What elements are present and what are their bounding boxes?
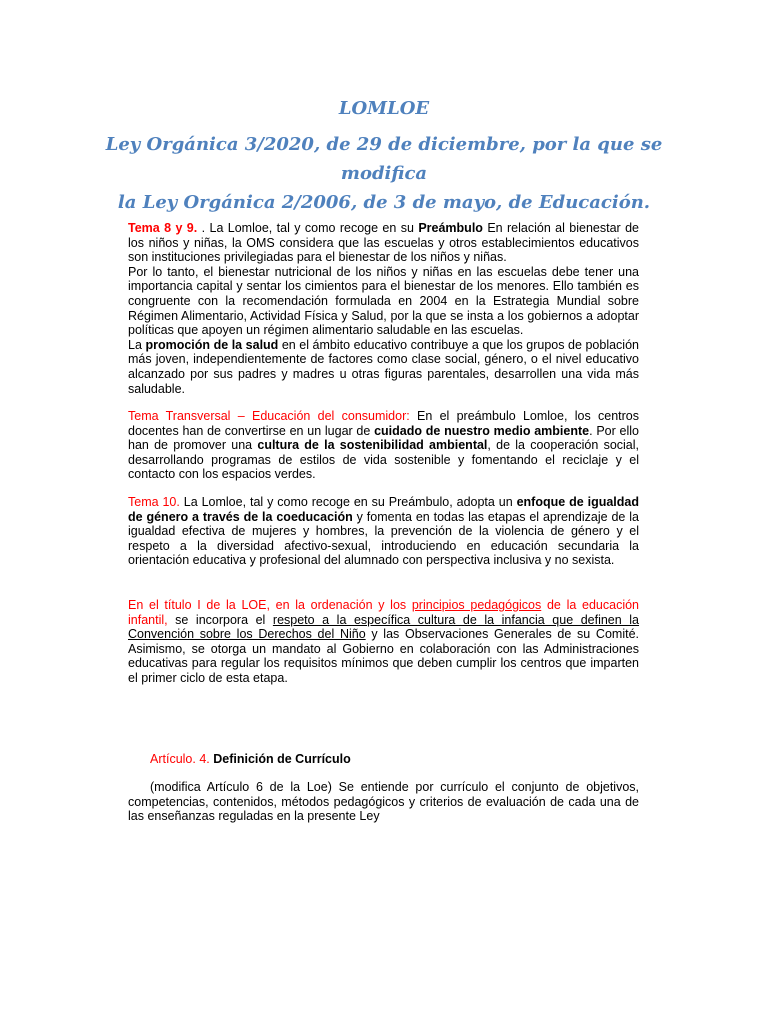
paragraph-tema-8-9 [128,221,639,396]
paragraph-text: . La Lomloe, tal y como recoge en su [197,221,419,235]
paragraph-text: La Lomloe, tal y como recoge en su Preámbulo, adopta un [179,495,517,509]
subtitle-line-2: la Ley Orgánica 2/2006, de 3 de mayo, de Educación. [117,192,651,213]
paragraph-titulo-i [128,598,639,686]
document-title: LOMLOE [338,98,430,119]
paragraph-text: en el ámbito educativo contribuye a que los grupos de población más joven, independientemente de factores como clase social, género, o el nivel educativo alcanzado por sus padres y madres u otras figuras parentales, desarrollen una vida más saludable. [128,337,639,396]
paragraph-text: , de la cooperación social, desarrollando programas de estilos de vida sostenible y fomentando el reciclaje y el contacto con los espacios verdes. [128,438,639,482]
paragraph-text: En relación al bienestar de los niños y niñas, la OMS considera que las escuelas y otros establecimientos educativos son instituciones privilegiadas para el bienestar de los niños y niñas. [128,221,640,265]
bold-term: Preámbulo [418,221,483,235]
tema-label: Tema Transversal – Educación del consumidor: [128,409,410,423]
red-text: de la educación infantil, [128,598,639,627]
subtitle-line-1: Ley Orgánica 3/2020, de 29 de diciembre, por la que se modifica [105,134,663,184]
paragraph-tema-10 [128,495,639,568]
document-subtitle [60,130,708,217]
articulo-heading [150,752,351,766]
paragraph-text: y las Observaciones Generales de su Comité. Asimismo, se otorga un mandato al Gobierno en colaboración con las Administraciones educativas para regular los requisitos mínimos que deben cumplir los centros que imparten el primer ciclo de esta etapa. [128,627,639,685]
paragraph-text: En el preámbulo Lomloe, los centros docentes han de convertirse en un lugar de [128,409,639,438]
articulo-title: Definición de Currículo [209,752,351,766]
bold-term: enfoque de igualdad de género a través de la coeducación [128,495,639,524]
paragraph-text: Por lo tanto, el bienestar nutricional de los niños y niñas en las escuelas debe tener una importancia capital y sentar los cimientos para el bienestar de los menores. Ello también es congruente con la recomendación formulada en 2004 en la Estrategia Mundial sobre Régimen Alimentario, Actividad Física y Salud, por la que se insta a los gobiernos a adoptar políticas que apoyen un régimen alimentario saludable en las escuelas. [128,264,639,338]
articulo-label: Artículo. 4. [150,752,210,766]
bold-term: promoción de la salud [145,337,279,352]
bold-term: cultura de la sostenibilidad ambiental [257,438,488,453]
articulo-text: (modifica Artículo 6 de la Loe) Se entiende por currículo el conjunto de objetivos, competencias, contenidos, métodos pedagógicos y criterios de evaluación de cada una de las enseñanzas reguladas en la presente Ley [128,780,639,824]
tema-label: Tema 8 y 9. [128,221,198,235]
principios-link: principios pedagógicos [411,598,542,612]
red-text: En el título I de la LOE, en la ordenación y los [128,598,412,612]
bold-term: cuidado de nuestro medio ambiente [374,423,590,438]
underlined-term: respeto a la específica cultura de la infancia que definen la Convención sobre los Derechos del Niño [128,612,640,642]
paragraph-tema-transversal [128,409,639,482]
paragraph-text: y fomenta en todas las etapas el aprendizaje de la igualdad efectiva de mujeres y hombres, la prevención de la violencia de género y el respeto a la diversidad afectivo-sexual, introduciendo en educación secundaria la orientación educativa y profesional del alumnado con perspectiva inclusiva y no sexista. [128,509,639,568]
paragraph-text: . Por ello han de promover una [128,423,639,453]
paragraph-text: se incorpora el [167,612,273,627]
paragraph-text: La [128,337,146,352]
tema-label: Tema 10. [128,495,180,509]
